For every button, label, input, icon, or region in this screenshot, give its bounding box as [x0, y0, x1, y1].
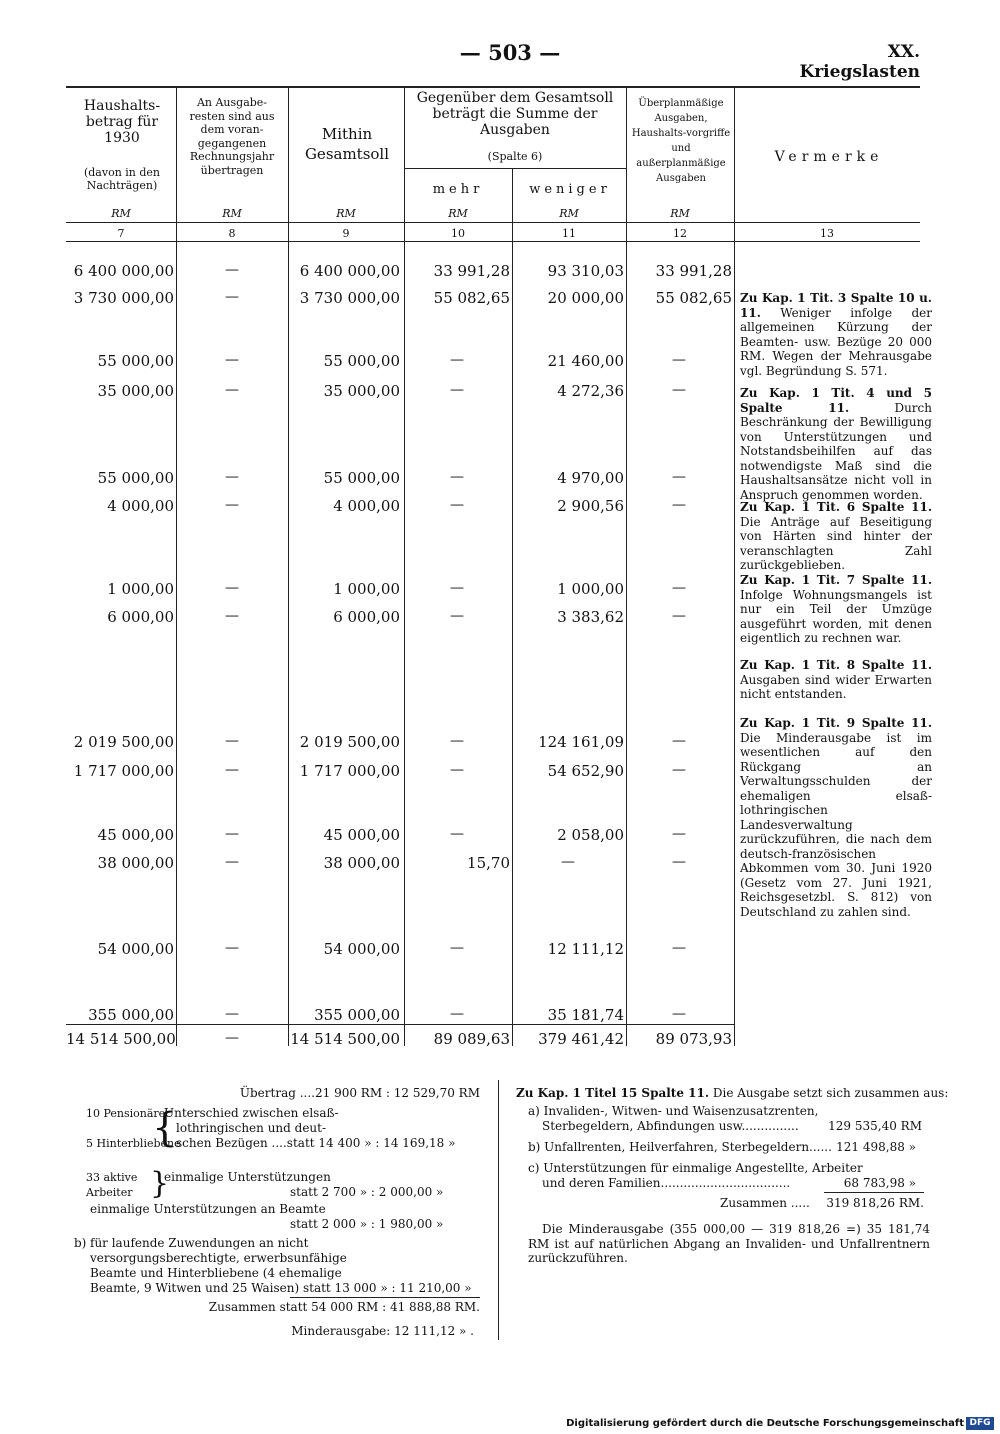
unterschied-line1: Unterschied zwischen elsaß-: [164, 1106, 339, 1120]
unterschied-line3: schen Bezügen ....statt 14 400 » : 14 169,18 »: [176, 1136, 456, 1150]
cell-c8: —: [225, 733, 239, 749]
cell-c11: 54 652,90: [547, 762, 624, 780]
lower-divider: [498, 1080, 499, 1340]
cell-c10: —: [450, 497, 464, 513]
cell-c9: 55 000,00: [323, 352, 400, 370]
remark-text: Die Minderausgabe ist im wesentlichen auf den Rückgang an Verwaltungsschulden der ehemaligen elsaß-lothringischen Landesverwaltung zurückzuführen, die nach dem deutsch-französischen Abkommen vom 30. Juni 1920 (Gesetz vom 27. Juni 1921, Reichsgesetzbl. S. 812) von Deutschland zu zahlen sind.: [740, 730, 932, 919]
cell-c7: 1 717 000,00: [73, 762, 174, 780]
page-number: — 503 —: [459, 40, 561, 65]
remark-heading: Zu Kap. 1 Tit. 3 Spalte 10 u. 11.: [740, 291, 932, 320]
cell-c12: 55 082,65: [655, 289, 732, 307]
cell-c9: 4 000,00: [333, 497, 400, 515]
table-header-rule: [66, 241, 920, 242]
hinterbliebene-label: 5 Hinterbliebene: [86, 1137, 181, 1150]
cell-c11: 4 272,36: [557, 382, 624, 400]
cell-c12: —: [672, 854, 686, 870]
cell-c10: 15,70: [467, 854, 510, 872]
sum-rule-right: [824, 1192, 924, 1193]
cell-c9: 6 000,00: [333, 608, 400, 626]
remark-heading: Zu Kap. 1 Tit. 7 Spalte 11.: [740, 573, 932, 587]
cell-c8: —: [225, 608, 239, 624]
cell-c11: 2 058,00: [557, 826, 624, 844]
titel15-head: Zu Kap. 1 Titel 15 Spalte 11.: [516, 1086, 710, 1100]
zusammen-right: Zusammen .....: [720, 1196, 810, 1210]
cell-c11: 2 900,56: [557, 497, 624, 515]
cell-c11: 21 460,00: [547, 352, 624, 370]
arbeiter-text1: einmalige Unterstützungen: [164, 1170, 331, 1184]
cell-c8: —: [225, 497, 239, 513]
total-c7: 14 514 500,00: [66, 1030, 176, 1048]
cell-c12: —: [672, 469, 686, 485]
colnum-10: 10: [451, 227, 465, 240]
cell-c7: 38 000,00: [97, 854, 174, 872]
item-c-value: 68 783,98 »: [843, 1176, 916, 1190]
remark-text: Die Anträge auf Beseitigung von Härten sind hinter der veranschlagten Zahl zurückgeblieben.: [740, 514, 932, 572]
cell-c10: —: [450, 382, 464, 398]
cell-c8: —: [225, 352, 239, 368]
item-b-line1: b) Unfallrenten, Heilverfahren, Sterbegeldern......: [528, 1140, 832, 1154]
remark-tit4-5: [740, 386, 932, 502]
colnum-12: 12: [673, 227, 687, 240]
cell-c8: —: [225, 262, 239, 278]
cell-c7: 3 730 000,00: [73, 289, 174, 307]
total-c9: 14 514 500,00: [290, 1030, 400, 1048]
brace: {: [152, 1105, 178, 1151]
cell-c12: —: [672, 608, 686, 624]
colnum-9: 9: [342, 227, 350, 240]
total-c12: 89 073,93: [655, 1030, 732, 1048]
item-b-value: 121 498,88 »: [836, 1140, 916, 1154]
minder-line: Minderausgabe: 12 111,12 » .: [291, 1324, 474, 1338]
section-title: XX. Kriegslasten: [799, 42, 920, 82]
col8-header: An Ausgabe-resten sind aus dem voran-gegangenen Rechnungsjahr übertragen: [189, 96, 275, 177]
cell-c11: 12 111,12: [547, 940, 624, 958]
item-c-line2: und deren Familien..................................: [542, 1176, 791, 1190]
table-unit-rule: [66, 222, 920, 223]
dfg-logo: DFG: [966, 1417, 994, 1430]
unterschied-line2: lothringischen und deut-: [176, 1121, 327, 1135]
cell-c12: —: [672, 352, 686, 368]
table-top-rule: [66, 86, 920, 88]
cell-c12: —: [672, 382, 686, 398]
cell-c7: 355 000,00: [88, 1006, 174, 1024]
b-label: b): [74, 1236, 87, 1250]
unit-c8: RM: [222, 207, 242, 220]
remark-tit8: [740, 658, 932, 702]
colnum-7: 7: [117, 227, 125, 240]
titel15-text: Die Ausgabe setzt sich zusammen aus:: [712, 1086, 949, 1100]
cell-c11: 124 161,09: [538, 733, 624, 751]
remark-text: Infolge Wohnungsmangels ist nur ein Teil der Umzüge ausgeführt worden, mit denen eigentlich zu rechnen war.: [740, 587, 932, 645]
cell-c11: —: [561, 854, 575, 870]
remark-text: Ausgaben sind wider Erwarten nicht entstanden.: [740, 672, 932, 701]
col10-11-header: Gegenüber dem Gesamtsoll beträgt die Summe der Ausgaben: [416, 90, 614, 138]
cell-c9: 35 000,00: [323, 382, 400, 400]
b-line3: Beamte und Hinterbliebene (4 ehemalige: [90, 1266, 342, 1280]
remark-tit3: [740, 291, 932, 378]
cell-c8: —: [225, 469, 239, 485]
arbeiter-text2: statt 2 700 » : 2 000,00 »: [290, 1185, 444, 1199]
colnum-13: 13: [820, 227, 834, 240]
sum-rule: [290, 1297, 480, 1298]
cell-c10: —: [450, 608, 464, 624]
cell-c11: 4 970,00: [557, 469, 624, 487]
cell-c10: —: [450, 940, 464, 956]
total-c8: —: [225, 1030, 239, 1046]
cell-c10: —: [450, 1006, 464, 1022]
remark-tit7: [740, 573, 932, 646]
cell-c9: 54 000,00: [323, 940, 400, 958]
remark-heading: Zu Kap. 1 Tit. 4 und 5 Spalte 11.: [740, 386, 932, 415]
col10-11-subheader: (Spalte 6): [487, 150, 543, 163]
cell-c11: 93 310,03: [547, 262, 624, 280]
mehr-weniger-rule: [404, 168, 626, 169]
item-c-line1: c) Unterstützungen für einmalige Angestellte, Arbeiter: [528, 1161, 863, 1175]
colnum-11: 11: [562, 227, 576, 240]
cell-c9: 3 730 000,00: [299, 289, 400, 307]
zusammen-line: Zusammen statt 54 000 RM : 41 888,88 RM.: [208, 1300, 480, 1314]
remark-tit9: [740, 716, 932, 919]
cell-c9: 355 000,00: [314, 1006, 400, 1024]
cell-c10: —: [450, 469, 464, 485]
cell-c10: —: [450, 352, 464, 368]
remark-heading: Zu Kap. 1 Tit. 8 Spalte 11.: [740, 658, 932, 672]
unit-c7: RM: [111, 207, 131, 220]
b-line4: Beamte, 9 Witwen und 25 Waisen) statt 13 000 » : 11 210,00 »: [90, 1281, 472, 1295]
col9-header: Mithin Gesamtsoll: [304, 125, 390, 163]
beamte-line2: statt 2 000 » : 1 980,00 »: [290, 1217, 444, 1231]
cell-c10: 33 991,28: [433, 262, 510, 280]
cell-c8: —: [225, 1006, 239, 1022]
cell-c7: 2 019 500,00: [73, 733, 174, 751]
cell-c10: —: [450, 826, 464, 842]
col11-header: weniger: [529, 182, 611, 197]
cell-c10: —: [450, 733, 464, 749]
cell-c8: —: [225, 289, 239, 305]
cell-c12: —: [672, 733, 686, 749]
dfg-credit: Digitalisierung gefördert durch die Deutsche Forschungsgemeinschaft: [566, 1418, 964, 1429]
brace: }: [150, 1166, 170, 1201]
cell-c9: 1 000,00: [333, 580, 400, 598]
b-line2: versorgungsberechtigte, erwerbsunfähige: [90, 1251, 347, 1265]
cell-c9: 45 000,00: [323, 826, 400, 844]
cell-c12: —: [672, 497, 686, 513]
item-a-value: 129 535,40 RM: [828, 1119, 922, 1133]
item-a-line2: Sterbegeldern, Abfindungen usw...............: [542, 1119, 799, 1133]
cell-c7: 35 000,00: [97, 382, 174, 400]
cell-c8: —: [225, 762, 239, 778]
cell-c11: 35 181,74: [547, 1006, 624, 1024]
b-line1: für laufende Zuwendungen an nicht: [90, 1236, 309, 1250]
col7-header: Haushalts-betrag für 1930: [83, 98, 161, 146]
colnum-8: 8: [228, 227, 236, 240]
cell-c9: 1 717 000,00: [299, 762, 400, 780]
zusammen-right-value: 319 818,26 RM.: [826, 1196, 924, 1210]
pensionaere-label: 10 Pensionäre: [86, 1107, 166, 1120]
cell-c8: —: [225, 826, 239, 842]
cell-c12: —: [672, 826, 686, 842]
cell-c7: 45 000,00: [97, 826, 174, 844]
arbeiter-label2: Arbeiter: [86, 1186, 133, 1199]
totals-rule: [66, 1024, 734, 1025]
minder-note: Die Minderausgabe (355 000,00 — 319 818,26 =) 35 181,74 RM ist auf natürlichen Abgang an Invaliden- und Unfallrentnern zurückzuführen.: [528, 1222, 930, 1265]
cell-c12: —: [672, 580, 686, 596]
remark-tit6: [740, 500, 932, 573]
cell-c12: 33 991,28: [655, 262, 732, 280]
titel15-heading: [516, 1086, 948, 1101]
cell-c8: —: [225, 940, 239, 956]
cell-c7: 6 000,00: [107, 608, 174, 626]
cell-c7: 1 000,00: [107, 580, 174, 598]
cell-c9: 2 019 500,00: [299, 733, 400, 751]
cell-c9: 6 400 000,00: [299, 262, 400, 280]
cell-c8: —: [225, 382, 239, 398]
cell-c7: 54 000,00: [97, 940, 174, 958]
col13-header: Vermerke: [774, 149, 884, 165]
arbeiter-label1: 33 aktive: [86, 1171, 138, 1184]
remark-heading: Zu Kap. 1 Tit. 6 Spalte 11.: [740, 500, 932, 514]
col12-header: Überplanmäßige Ausgaben, Haushalts-vorgriffe und außerplanmäßige Ausgaben: [631, 98, 731, 184]
cell-c9: 55 000,00: [323, 469, 400, 487]
cell-c7: 4 000,00: [107, 497, 174, 515]
item-a-line1: a) Invaliden-, Witwen- und Waisenzusatzrenten,: [528, 1104, 819, 1118]
cell-c11: 1 000,00: [557, 580, 624, 598]
cell-c12: —: [672, 762, 686, 778]
cell-c7: 55 000,00: [97, 352, 174, 370]
remark-heading: Zu Kap. 1 Tit. 9 Spalte 11.: [740, 716, 932, 730]
unit-c10: RM: [448, 207, 468, 220]
total-c10: 89 089,63: [433, 1030, 510, 1048]
cell-c10: —: [450, 762, 464, 778]
col7-subheader: (davon in den Nachträgen): [83, 166, 161, 192]
cell-c7: 55 000,00: [97, 469, 174, 487]
col10-header: mehr: [432, 182, 484, 197]
remark-text: Weniger infolge der allgemeinen Kürzung der Beamten- usw. Bezüge 20 000 RM. Wegen der Mehrausgabe vgl. Begründung S. 571.: [740, 305, 932, 378]
cell-c10: —: [450, 580, 464, 596]
cell-c12: —: [672, 1006, 686, 1022]
cell-c7: 6 400 000,00: [73, 262, 174, 280]
cell-c8: —: [225, 580, 239, 596]
cell-c11: 3 383,62: [557, 608, 624, 626]
cell-c11: 20 000,00: [547, 289, 624, 307]
beamte-line1: einmalige Unterstützungen an Beamte: [90, 1202, 326, 1216]
cell-c10: 55 082,65: [433, 289, 510, 307]
cell-c9: 38 000,00: [323, 854, 400, 872]
uebertrag-line: Übertrag ....21 900 RM : 12 529,70 RM: [239, 1086, 480, 1100]
unit-c11: RM: [559, 207, 579, 220]
cell-c8: —: [225, 854, 239, 870]
cell-c12: —: [672, 940, 686, 956]
unit-c12: RM: [670, 207, 690, 220]
unit-c9: RM: [336, 207, 356, 220]
total-c11: 379 461,42: [538, 1030, 624, 1048]
remark-text: Durch Beschränkung der Bewilligung von Unterstützungen und Notstandsbeihilfen auf das notwendigste Maß sind die Haushaltsansätze nicht voll in Anspruch genommen worden.: [740, 400, 932, 502]
